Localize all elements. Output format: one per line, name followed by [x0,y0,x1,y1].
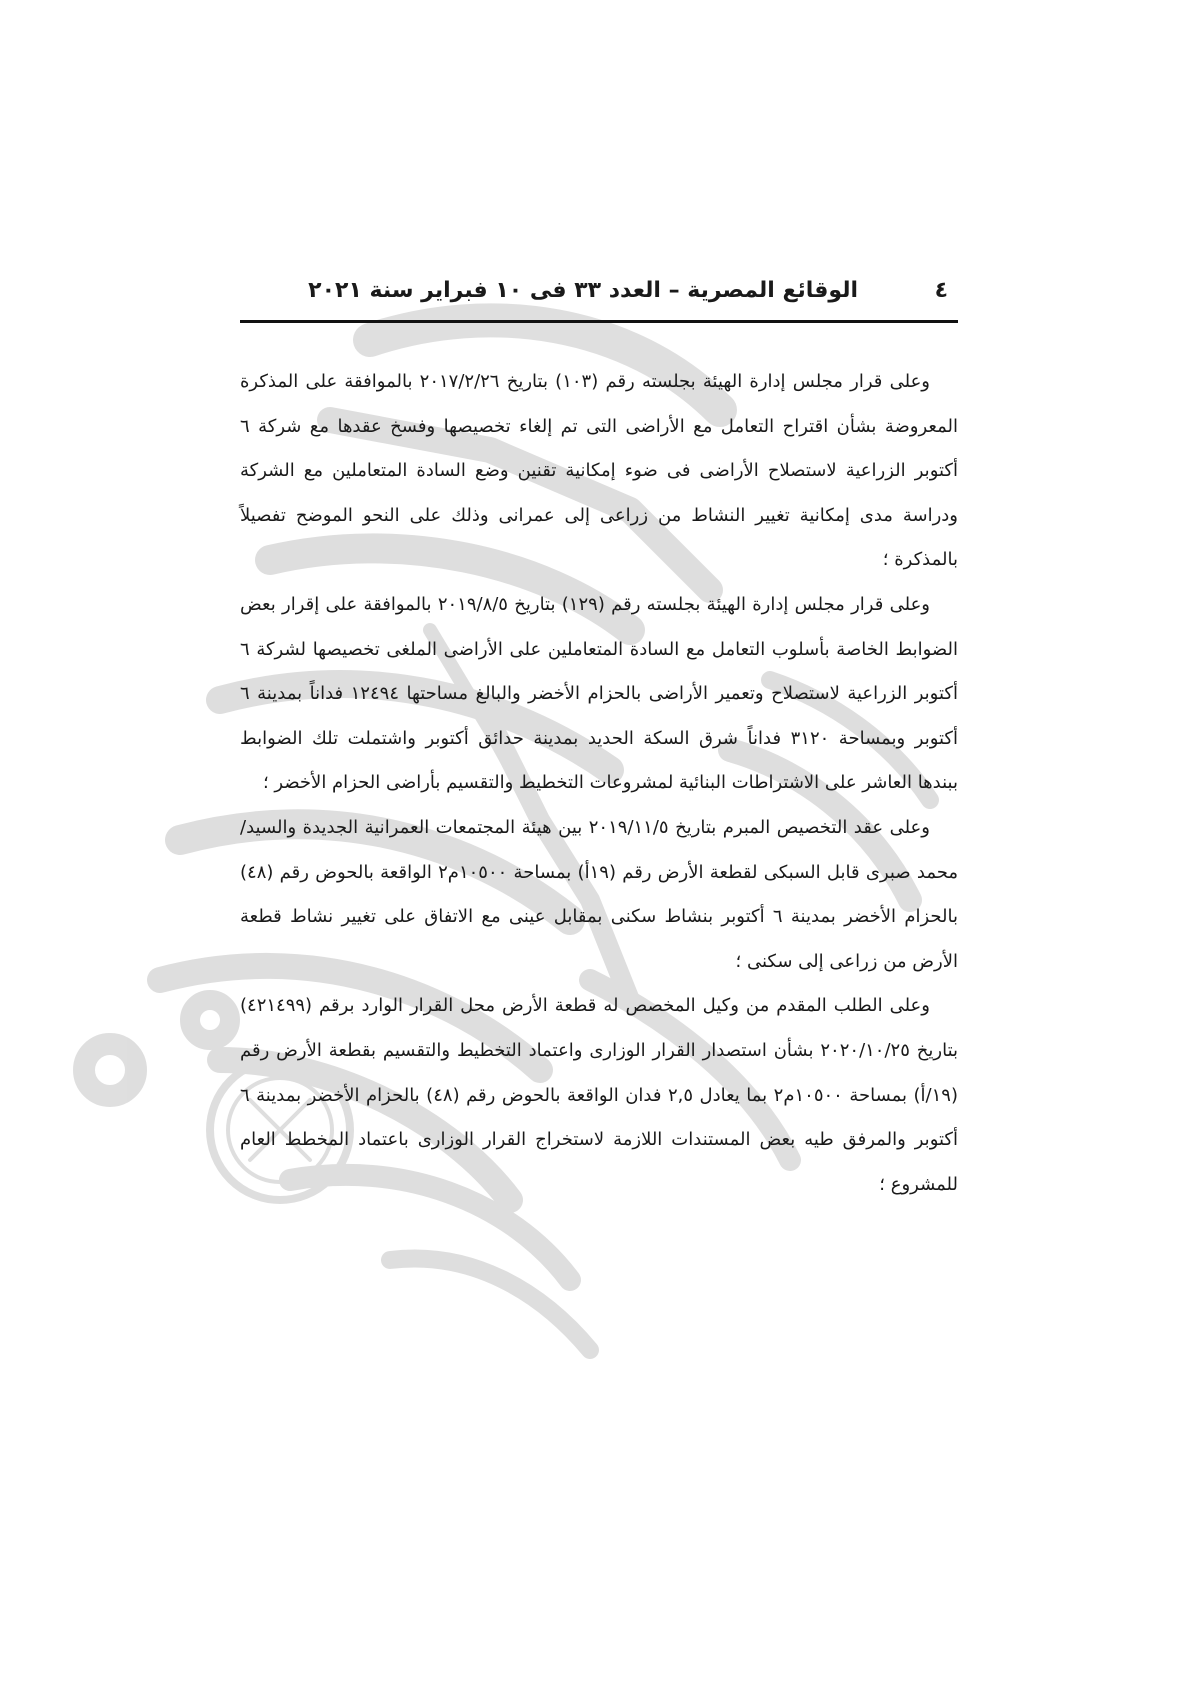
paragraph: وعلى الطلب المقدم من وكيل المخصص له قطعة الأرض محل القرار الوارد برقم (٤٢١٤٩٩) بتاريخ ٢٠٢٠/١٠/٢٥ بشأن استصدار القرار الوزارى واعتماد التخطيط والتقسيم بقطعة الأرض رقم (١٩/أ) بمساحة ١٠٥٠٠م٢ بما يعادل ٢,٥ فدان الواقعة بالحوض رقم (٤٨) بالحزام الأخضر بمدينة ٦ أكتوبر والمرفق طيه بعض المستندات اللازمة لاستخراج القرار الوزارى باعتماد المخطط العام للمشروع ؛ [240,995,959,1195]
paragraph: وعلى قرار مجلس إدارة الهيئة بجلسته رقم (١٢٩) بتاريخ ٢٠١٩/٨/٥ بالموافقة على إقرار بعض الضوابط الخاصة بأسلوب التعامل مع السادة المتعاملين على الأراضى الملغى تخصيصها لشركة ٦ أكتوبر الزراعية لاستصلاح وتعمير الأراضى بالحزام الأخضر والبالغ مساحتها ١٢٤٩٤ فداناً بمدينة ٦ أكتوبر وبمساحة ٣١٢٠ فداناً شرق السكة الحديد بمدينة حدائق أكتوبر واشتملت تلك الضوابط ببندها العاشر على الاشتراطات البنائية لمشروعات التخطيط والتقسيم بأراضى الحزام الأخضر ؛ [240,593,959,794]
document-body [240,360,958,1207]
paragraph: وعلى قرار مجلس إدارة الهيئة بجلسته رقم (١٠٣) بتاريخ ٢٠١٧/٢/٢٦ بالموافقة على المذكرة المعروضة بشأن اقتراح التعامل مع الأراضى التى تم إلغاء تخصيصها وفسخ عقدها مع شركة ٦ أكتوبر الزراعية لاستصلاح الأراضى فى ضوء إمكانية تقنين وضع السادة المتعاملين مع الشركة ودراسة مدى إمكانية تغيير النشاط من زراعى إلى عمرانى وذلك على النحو الموضح تفصيلاً بالمذكرة ؛ [240,371,958,571]
page-header [240,272,958,324]
header-divider [240,320,958,323]
paragraph: وعلى عقد التخصيص المبرم بتاريخ ٢٠١٩/١١/٥ بين هيئة المجتمعات العمرانية الجديدة والسيد/ محمد صبرى قابل السبكى لقطعة الأرض رقم (١٩أ) بمساحة ١٠٥٠٠م٢ الواقعة بالحوض رقم (٤٨) بالحزام الأخضر بمدينة ٦ أكتوبر بنشاط سكنى بمقابل عينى مع الاتفاق على تغيير نشاط قطعة الأرض من زراعى إلى سكنى ؛ [240,816,959,972]
publication-title: الوقائع المصرية – العدد ٣٣ فى ١٠ فبراير سنة ٢٠٢١ [308,278,858,303]
page-number: ٤ [934,278,948,303]
